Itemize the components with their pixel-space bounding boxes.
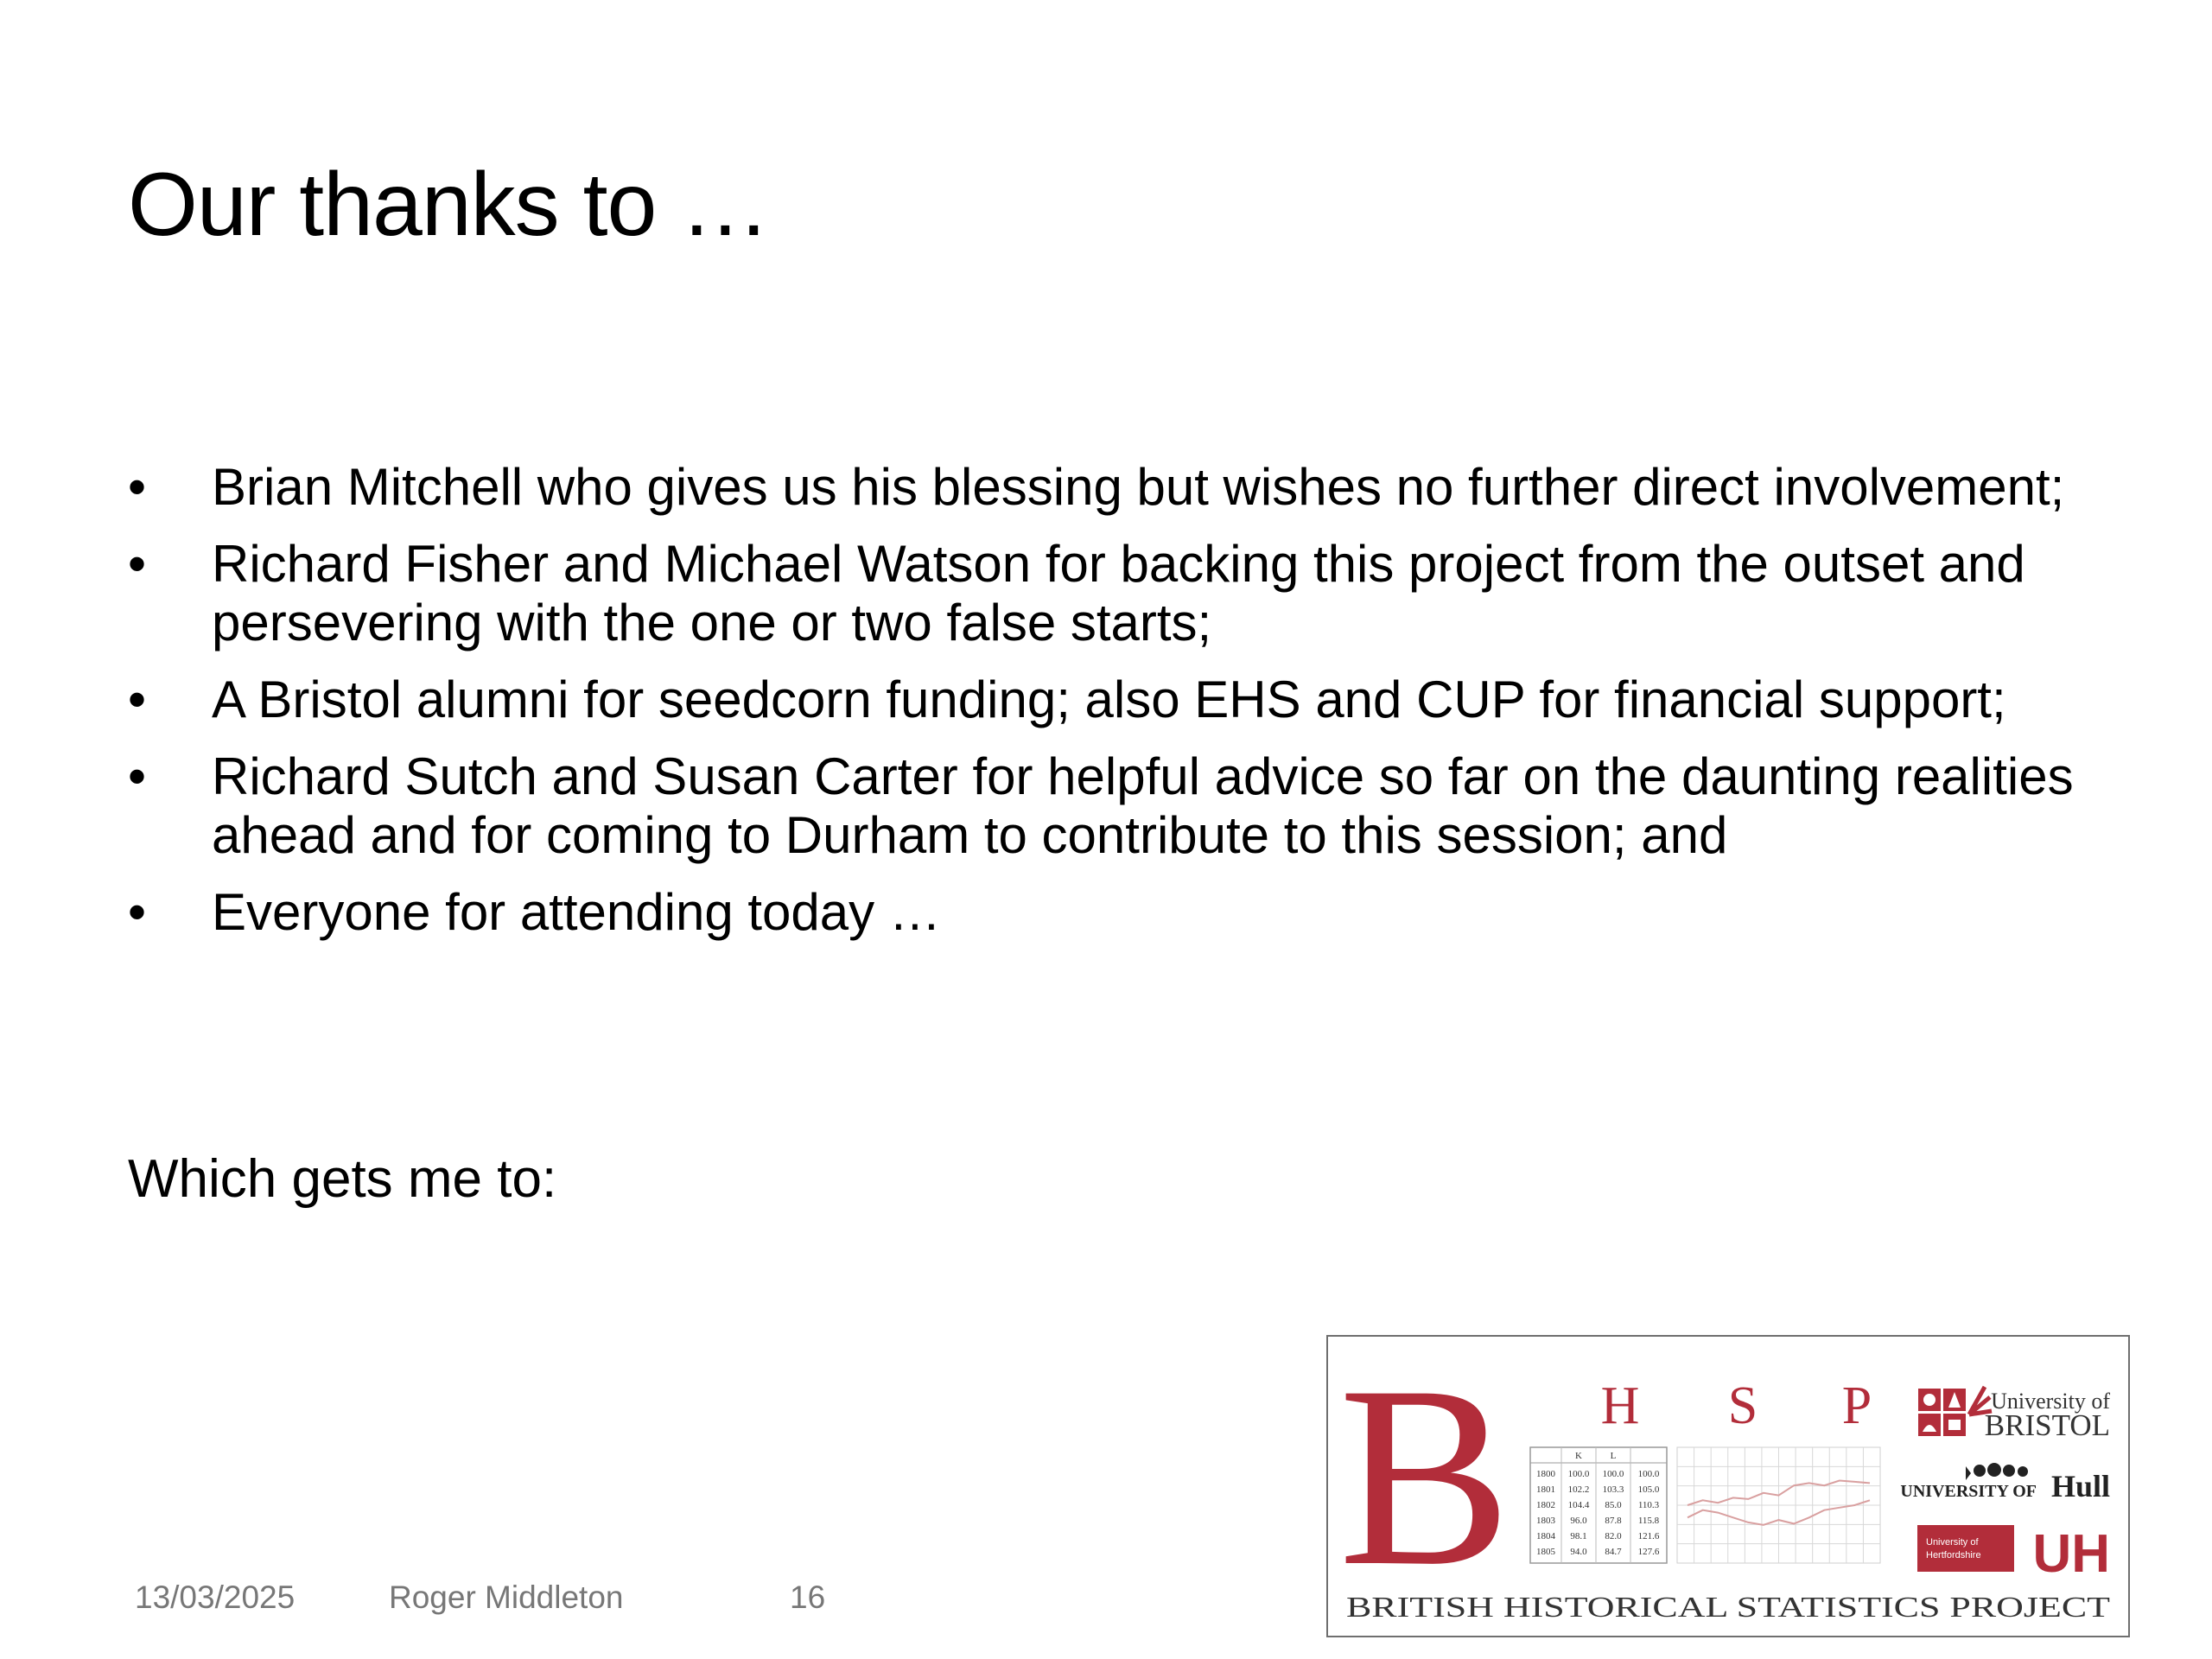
logo-mini-chart <box>1677 1447 1880 1563</box>
thanks-list <box>128 458 2115 960</box>
list-item <box>128 535 2115 652</box>
logo-table-cell: 1805 <box>1536 1547 1555 1557</box>
logo-table-cell: 121.6 <box>1637 1531 1660 1541</box>
slide-title: Our thanks to … <box>128 155 770 255</box>
hull-crest-icon <box>1966 1463 2028 1480</box>
list-item <box>128 671 2115 729</box>
hull-name: Hull <box>2050 1469 2110 1503</box>
logo-table-cell: 82.0 <box>1605 1531 1622 1541</box>
logo-table-cell: 1802 <box>1536 1500 1555 1510</box>
logo-table-cell: 85.0 <box>1605 1500 1622 1510</box>
bullet-text: Everyone for attending today … <box>212 883 941 941</box>
logo-table-cell: 104.4 <box>1567 1500 1590 1510</box>
list-item <box>128 883 2115 942</box>
logo-table-cell: 98.1 <box>1570 1531 1587 1541</box>
logo-letter-s: S <box>1727 1376 1758 1435</box>
bullet-marker: • <box>128 883 147 941</box>
hull-logo <box>1900 1463 2110 1503</box>
bullet-text: Richard Sutch and Susan Carter for helpful advice so far on the daunting realities ahead and for coming to Durham to contribute to this session; and <box>212 747 2074 864</box>
logo-data-table <box>1530 1447 1667 1563</box>
herts-mark: UH <box>2032 1524 2110 1584</box>
logo-table-cell: 1804 <box>1536 1531 1555 1541</box>
logo-table-cell: 94.0 <box>1570 1547 1587 1557</box>
bristol-logo <box>1918 1387 2110 1442</box>
hertfordshire-logo <box>1917 1524 2110 1584</box>
bhsp-logo-graphic <box>1328 1337 2128 1636</box>
hull-prefix: UNIVERSITY OF <box>1900 1482 2037 1501</box>
logo-letter-p: P <box>1841 1376 1872 1435</box>
logo-table-cell: 100.0 <box>1637 1469 1660 1479</box>
closing-text: Which gets me to: <box>128 1149 557 1209</box>
bullet-marker: • <box>128 458 147 516</box>
footer-author: Roger Middleton <box>389 1580 624 1615</box>
herts-line2: Hertfordshire <box>1926 1550 1981 1560</box>
logo-table-cell: 127.6 <box>1637 1547 1660 1557</box>
logo-table-header: L <box>1610 1451 1617 1461</box>
logo-table-cell: 100.0 <box>1602 1469 1624 1479</box>
logo-letter-h: H <box>1600 1376 1640 1435</box>
bristol-line1: University of <box>1991 1389 2110 1414</box>
bullet-text: Richard Fisher and Michael Watson for backing this project from the outset and persevering with the one or two false starts; <box>212 535 2025 652</box>
bullet-marker: • <box>128 535 147 593</box>
logo-table-cell: 1800 <box>1536 1469 1555 1479</box>
logo-table-cell: 87.8 <box>1605 1516 1622 1526</box>
herts-line1: University of <box>1926 1537 1979 1548</box>
bhsp-logo <box>1326 1335 2130 1637</box>
logo-table-cell: 105.0 <box>1637 1484 1660 1495</box>
bristol-crest-icon <box>1918 1387 1992 1436</box>
logo-table-cell: 102.2 <box>1567 1484 1590 1495</box>
bristol-line2: BRISTOL <box>1984 1408 2110 1442</box>
logo-table-cell: 1803 <box>1536 1516 1555 1526</box>
bullet-text: A Bristol alumni for seedcorn funding; also EHS and CUP for financial support; <box>212 671 2006 728</box>
logo-table-cell: 100.0 <box>1567 1469 1590 1479</box>
logo-table-cell: 110.3 <box>1637 1500 1660 1510</box>
list-item <box>128 458 2115 517</box>
bullet-marker: • <box>128 671 147 728</box>
logo-big-letter: B <box>1338 1337 1512 1619</box>
bullet-text: Brian Mitchell who gives us his blessing but wishes no further direct involvement; <box>212 458 2065 516</box>
logo-table-cell: 115.8 <box>1637 1516 1660 1526</box>
logo-table-cell: 103.3 <box>1602 1484 1624 1495</box>
logo-project-name: BRITISH HISTORICAL STATISTICS PROJECT <box>1346 1592 2111 1624</box>
footer-page-number: 16 <box>790 1580 826 1615</box>
list-item <box>128 747 2115 865</box>
logo-table-cell: 96.0 <box>1570 1516 1587 1526</box>
logo-table-header: K <box>1575 1451 1582 1461</box>
footer-date: 13/03/2025 <box>135 1580 296 1615</box>
logo-table-cell: 1801 <box>1536 1484 1555 1495</box>
logo-table-cell: 84.7 <box>1605 1547 1622 1557</box>
bullet-marker: • <box>128 747 147 805</box>
